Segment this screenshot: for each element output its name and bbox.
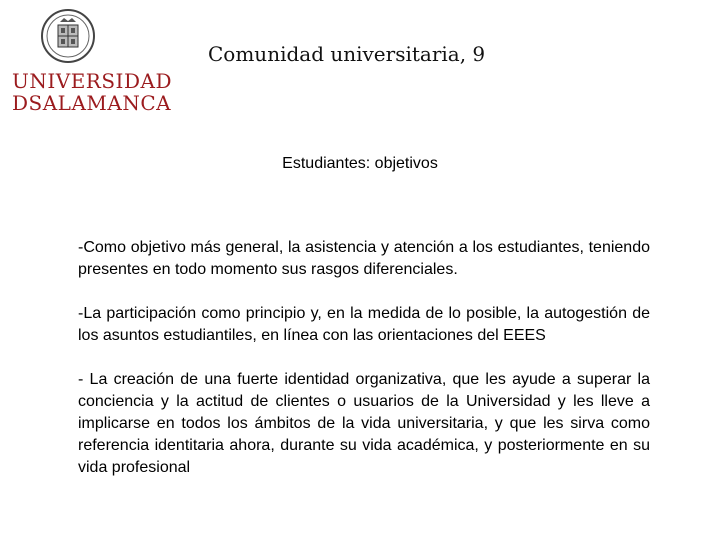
university-crest-icon [40,8,96,64]
university-logo [12,70,172,114]
section-subtitle: Estudiantes: objetivos [282,155,438,172]
logo-line-2: DSALAMANCA [12,91,172,115]
logo-line-1: UNIVERSIDAD [12,69,172,93]
paragraph-3: - La creación de una fuerte identidad organizativa, que les ayude a superar la conciencia y la actitud de clientes o usuarios de la Universidad y les lleve a implicarse en todos los ámbitos de la vida universitaria, y que les sirva como referencia identitaria ahora, durante su vida académica, y posteriormente en su vida profesional [78,371,650,476]
content-body [78,237,650,501]
paragraph-2: -La participación como principio y, en la medida de lo posible, la autogestión de los asuntos estudiantiles, en línea con las orientaciones del EEES [78,305,650,344]
page-title: Comunidad universitaria, 9 [208,42,486,66]
paragraph-1: -Como objetivo más general, la asistencia y atención a los estudiantes, teniendo presentes en todo momento sus rasgos diferenciales. [78,239,650,278]
